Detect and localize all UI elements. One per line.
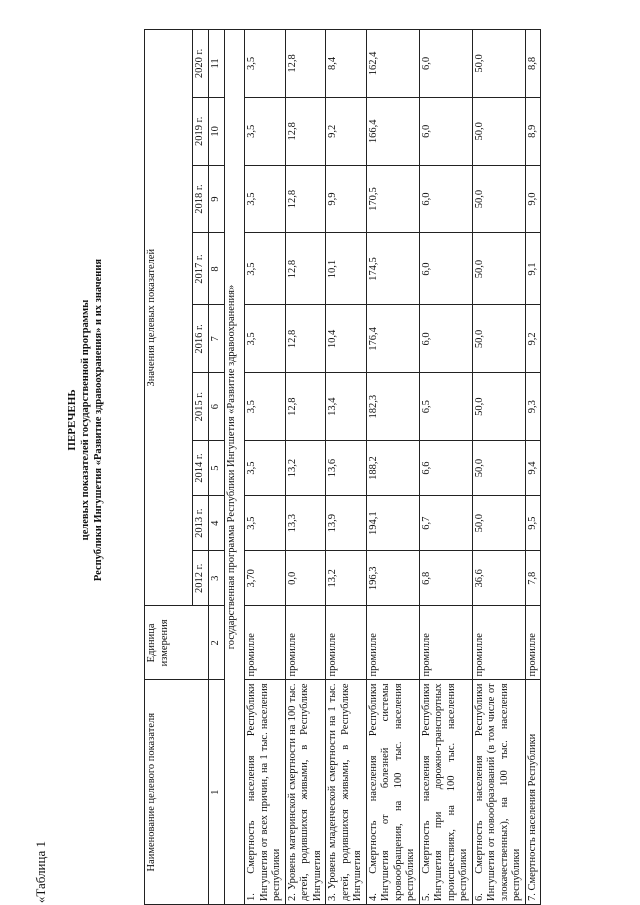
header-year: 2017 г.: [193, 233, 209, 305]
indicator-unit: промилле: [245, 606, 286, 680]
column-number: 3: [209, 551, 225, 606]
indicator-unit: промилле: [326, 606, 367, 680]
indicator-value: 6,5: [419, 373, 472, 441]
indicator-name: 7. Смертность населения Республики: [525, 680, 541, 905]
indicator-value: 12,8: [285, 305, 326, 373]
indicator-value: 188,2: [366, 441, 419, 496]
indicator-value: 7,8: [525, 551, 541, 606]
indicator-unit: промилле: [285, 606, 326, 680]
indicators-table: [144, 29, 541, 905]
indicator-value: 50,0: [472, 496, 525, 551]
indicator-value: 50,0: [472, 305, 525, 373]
table-row: [419, 30, 472, 905]
table-reference: «Таблица 1: [33, 841, 48, 904]
indicator-name: 1. Смертность населения Республики Ингушетия от всех причин, на 1 тыс. населения республики: [245, 680, 286, 905]
header-indicator-name: Наименование целевого показателя: [145, 680, 209, 905]
indicator-value: 50,0: [472, 30, 525, 98]
indicator-value: 13,2: [326, 551, 367, 606]
indicator-value: 12,8: [285, 30, 326, 98]
indicator-value: 9,2: [326, 97, 367, 165]
indicator-value: 9,9: [326, 165, 367, 233]
indicator-value: 9,3: [525, 373, 541, 441]
indicator-value: 0,0: [285, 551, 326, 606]
column-number: 6: [209, 373, 225, 441]
indicator-value: 3,5: [245, 233, 286, 305]
indicator-value: 170,5: [366, 165, 419, 233]
indicator-value: 12,8: [285, 165, 326, 233]
indicator-value: 9,2: [525, 305, 541, 373]
header-unit: Единица измерения: [145, 606, 209, 680]
indicator-value: 6,6: [419, 441, 472, 496]
indicator-value: 6,0: [419, 30, 472, 98]
header-year: 2016 г.: [193, 305, 209, 373]
table-row: [285, 30, 326, 905]
indicator-value: 9,5: [525, 496, 541, 551]
header-year: 2018 г.: [193, 165, 209, 233]
indicator-value: 9,0: [525, 165, 541, 233]
indicator-value: 9,4: [525, 441, 541, 496]
indicator-name: 4. Смертность населения Республики Ингушетия от болезней системы кровообращения, на 100 тыс. населения республики: [366, 680, 419, 905]
indicator-value: 162,4: [366, 30, 419, 98]
indicator-value: 12,8: [285, 373, 326, 441]
indicator-value: 13,2: [285, 441, 326, 496]
header-year: 2014 г.: [193, 441, 209, 496]
column-number: 5: [209, 441, 225, 496]
indicator-value: 3,5: [245, 30, 286, 98]
section-title: государственная программа Республики Ингушетия «Развитие здравоохранения»: [225, 30, 245, 905]
indicator-value: 6,0: [419, 165, 472, 233]
indicator-value: 3,5: [245, 97, 286, 165]
indicator-value: 8,4: [326, 30, 367, 98]
table-row: [326, 30, 367, 905]
indicator-value: 6,0: [419, 233, 472, 305]
indicator-value: 10,1: [326, 233, 367, 305]
header-values: Значения целевых показателей: [145, 30, 193, 606]
indicator-name: 5. Смертность населения Республики Ингушетия при дорожно-транспортных происшествиях, на 100 тыс. населения республики: [419, 680, 472, 905]
indicator-value: 13,6: [326, 441, 367, 496]
indicator-value: 50,0: [472, 373, 525, 441]
indicator-value: 13,4: [326, 373, 367, 441]
indicator-unit: промилле: [419, 606, 472, 680]
indicator-value: 194,1: [366, 496, 419, 551]
indicator-value: 3,5: [245, 441, 286, 496]
indicator-name: 3. Уровень младенческой смертности на 1 тыс. детей, родившихся живыми, в Республике Ингушетия: [326, 680, 367, 905]
indicator-value: 50,0: [472, 97, 525, 165]
header-year: 2020 г.: [193, 30, 209, 98]
indicator-value: 6,0: [419, 305, 472, 373]
column-number: 2: [209, 606, 225, 680]
indicator-unit: промилле: [366, 606, 419, 680]
table-header: [145, 30, 225, 905]
header-year: 2013 г.: [193, 496, 209, 551]
column-number: 7: [209, 305, 225, 373]
indicator-value: 196,3: [366, 551, 419, 606]
indicator-value: 50,0: [472, 165, 525, 233]
indicator-value: 176,4: [366, 305, 419, 373]
indicator-value: 174,5: [366, 233, 419, 305]
header-year: 2015 г.: [193, 373, 209, 441]
indicator-unit: промилле: [525, 606, 541, 680]
indicator-value: 13,3: [285, 496, 326, 551]
table-row: [472, 30, 525, 905]
header-year: 2012 г.: [193, 551, 209, 606]
indicator-name: 6. Смертность населения Республики Ингушетия от новообразований (в том числе от злокачественных), на 100 тыс. населения республики: [472, 680, 525, 905]
indicator-value: 3,5: [245, 305, 286, 373]
header-year: 2019 г.: [193, 97, 209, 165]
indicator-value: 12,8: [285, 97, 326, 165]
indicator-value: 50,0: [472, 233, 525, 305]
indicator-name: 2. Уровень материнской смертности на 100 тыс. детей, родившихся живыми, в Республике Ингушетия: [285, 680, 326, 905]
document-title: [66, 185, 105, 655]
indicator-value: 12,8: [285, 233, 326, 305]
indicator-value: 166,4: [366, 97, 419, 165]
title-line-3: Республики Ингушетия «Развитие здравоохранения» и их значения: [93, 258, 104, 582]
indicator-value: 6,8: [419, 551, 472, 606]
indicator-value: 13,9: [326, 496, 367, 551]
table-row: [525, 30, 541, 905]
indicator-value: 8,9: [525, 97, 541, 165]
column-number: 1: [209, 680, 225, 905]
table-body: [225, 30, 541, 905]
table-row: [245, 30, 286, 905]
indicator-value: 50,0: [472, 441, 525, 496]
indicator-value: 8,8: [525, 30, 541, 98]
column-number: 9: [209, 165, 225, 233]
indicator-value: 6,0: [419, 97, 472, 165]
column-number: 8: [209, 233, 225, 305]
indicator-value: 3,5: [245, 373, 286, 441]
indicator-value: 182,3: [366, 373, 419, 441]
indicator-value: 3,5: [245, 496, 286, 551]
indicator-value: 36,6: [472, 551, 525, 606]
indicator-value: 6,7: [419, 496, 472, 551]
indicator-unit: промилле: [472, 606, 525, 680]
indicator-value: 3,5: [245, 165, 286, 233]
indicator-value: 10,4: [326, 305, 367, 373]
column-number: 4: [209, 496, 225, 551]
indicator-value: 9,1: [525, 233, 541, 305]
indicator-value: 3,70: [245, 551, 286, 606]
title-line-2: целевых показателей государственной программы: [80, 299, 91, 541]
title-line-1: ПЕРЕЧЕНЬ: [66, 389, 78, 451]
column-number: 11: [209, 30, 225, 98]
table-row: [366, 30, 419, 905]
column-number: 10: [209, 97, 225, 165]
